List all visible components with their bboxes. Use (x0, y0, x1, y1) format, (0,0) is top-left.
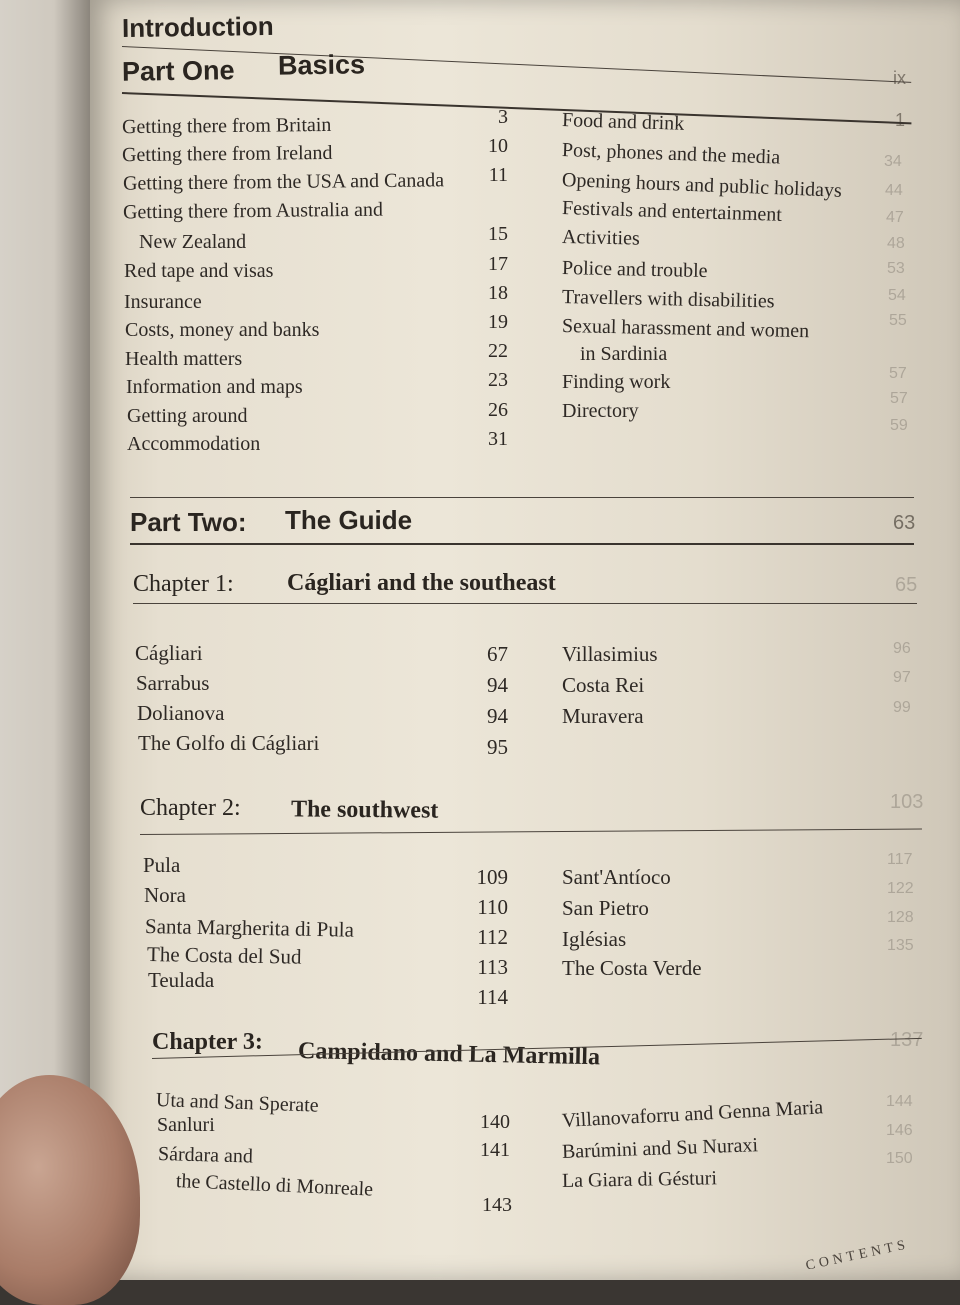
toc-item: in Sardinia (580, 343, 668, 365)
toc-item: Villanovaforru and Genna Maria (561, 1096, 824, 1132)
toc-item: Sárdara and (157, 1143, 254, 1168)
toc-page: 22 (488, 340, 508, 362)
part-two-label: Part Two: (130, 507, 247, 537)
toc-page-faint: 150 (886, 1150, 913, 1167)
toc-page-faint: 128 (887, 909, 914, 926)
toc-page-faint: 53 (887, 260, 905, 277)
chapter-2-title-text: The southwest (290, 796, 439, 824)
toc-item: Muravera (562, 704, 644, 728)
toc-item: Food and drink (561, 109, 685, 135)
toc-item: Getting there from the USA and Canada (122, 169, 445, 195)
toc-item: San Pietro (562, 896, 649, 920)
chapter-3-title-text: Campidano and La Marmilla (297, 1038, 601, 1071)
chapter-3-page: 137 (890, 1029, 924, 1051)
toc-page: 110 (477, 895, 508, 919)
toc-page-faint: 55 (889, 312, 907, 329)
toc-page: 143 (482, 1194, 512, 1216)
contents-footer: CONTENTS (804, 1237, 911, 1274)
toc-item: Pula (143, 853, 181, 877)
toc-page-faint: 96 (893, 640, 911, 657)
toc-item: Cágliari (135, 641, 203, 665)
toc-page: 113 (477, 955, 508, 979)
toc-page: 3 (498, 106, 508, 128)
toc-item: Iglésias (562, 927, 627, 951)
toc-item: Directory (562, 400, 639, 422)
toc-page: 95 (487, 735, 508, 759)
rule-chapter-1 (133, 603, 917, 604)
toc-page-faint: 59 (890, 417, 908, 434)
toc-item: Sant'Antíoco (562, 865, 671, 889)
chapter-1-label: Chapter 1: (133, 571, 234, 597)
toc-page-faint: 44 (885, 182, 903, 199)
part-one-page: 1 (895, 110, 906, 130)
toc-page: 109 (476, 865, 508, 889)
toc-item: The Costa Verde (562, 956, 702, 980)
toc-item: Travellers with disabilities (561, 286, 775, 313)
chapter-1-title-text: Cágliari and the southeast (287, 570, 556, 596)
toc-item: Accommodation (127, 433, 261, 455)
toc-item: New Zealand (139, 231, 247, 253)
chapter-1-title (287, 570, 556, 597)
rule-part-two-top (130, 497, 914, 498)
toc-page: 17 (488, 253, 508, 275)
toc-page: 23 (488, 369, 508, 391)
toc-item: Getting there from Ireland (121, 141, 333, 167)
toc-item: Post, phones and the media (561, 139, 781, 169)
chapter-1-page: 65 (895, 574, 918, 596)
toc-item: Activities (561, 226, 640, 250)
toc-item: Villasimius (562, 642, 658, 666)
toc-page-faint: 99 (893, 699, 911, 716)
toc-item: Opening hours and public holidays (561, 169, 843, 202)
toc-page: 94 (487, 673, 508, 697)
toc-item: The Costa del Sud (146, 942, 302, 969)
introduction-heading: Introduction (121, 10, 274, 44)
toc-page: 15 (488, 223, 508, 245)
toc-item: Teulada (148, 968, 215, 992)
toc-page-faint: 135 (887, 937, 914, 954)
toc-page-faint: 144 (886, 1093, 913, 1110)
toc-page: 18 (488, 282, 508, 304)
toc-page-faint: 48 (887, 235, 905, 252)
chapter-2-label: Chapter 2: (140, 795, 241, 821)
toc-page: 141 (480, 1139, 510, 1161)
toc-item: Uta and San Sperate (155, 1089, 320, 1117)
toc-page: 31 (488, 428, 508, 450)
chapter-1-heading (133, 571, 234, 598)
part-two-title: The Guide (285, 505, 413, 535)
toc-page: 114 (477, 985, 508, 1009)
toc-page: 140 (480, 1111, 510, 1133)
toc-item: Nora (144, 883, 186, 907)
toc-item: Getting there from Australia and (122, 198, 384, 224)
toc-item: La Giara di Gésturi (561, 1167, 718, 1192)
toc-item: Getting there from Britain (121, 113, 332, 139)
toc-page-faint: 146 (886, 1122, 913, 1139)
toc-page: 10 (488, 135, 508, 157)
toc-item: Santa Margherita di Pula (144, 914, 355, 942)
toc-item: Finding work (562, 371, 671, 393)
toc-page: 112 (477, 925, 508, 949)
toc-page-faint: 122 (887, 880, 914, 897)
toc-item: Police and trouble (561, 257, 708, 283)
toc-item: Barúmini and Su Nuraxi (561, 1134, 759, 1163)
chapter-3-heading (152, 1029, 263, 1056)
toc-item: the Castello di Monreale (175, 1170, 374, 1201)
toc-item: Sanluri (157, 1114, 215, 1136)
toc-item: Getting around (127, 405, 248, 427)
toc-page-faint: 34 (884, 153, 902, 170)
toc-page: 26 (488, 399, 508, 421)
toc-page-faint: 54 (888, 287, 906, 304)
toc-page: 67 (487, 642, 508, 666)
toc-page: 94 (487, 704, 508, 728)
toc-item: Dolianova (137, 701, 225, 725)
toc-page-faint: 57 (889, 365, 907, 382)
part-one-label: Part One (121, 55, 235, 87)
toc-page-faint: 47 (886, 209, 904, 226)
toc-item: Red tape and visas (124, 260, 274, 282)
part-one-title: Basics (277, 49, 366, 81)
introduction-page: ix (893, 68, 906, 88)
chapter-2-title (291, 796, 439, 824)
toc-page-faint: 97 (893, 669, 911, 686)
toc-item: Costa Rei (562, 673, 645, 697)
toc-page: 19 (488, 311, 508, 333)
toc-page-faint: 57 (890, 390, 908, 407)
part-two-page: 63 (893, 512, 916, 534)
toc-item: Costs, money and banks (125, 319, 320, 341)
toc-item: Insurance (124, 291, 202, 313)
rule-part-two (130, 543, 914, 545)
toc-item: Festivals and entertainment (561, 197, 783, 226)
toc-item: Health matters (125, 348, 243, 370)
chapter-2-page: 103 (890, 791, 924, 813)
chapter-3-label: Chapter 3: (152, 1029, 263, 1055)
chapter-2-heading (140, 795, 241, 822)
toc-page: 11 (488, 164, 508, 186)
toc-item: The Golfo di Cágliari (138, 731, 320, 755)
toc-item: Sexual harassment and women (561, 315, 810, 343)
toc-item: Sarrabus (136, 671, 210, 695)
toc-page-faint: 117 (887, 851, 913, 868)
toc-item: Information and maps (126, 376, 303, 398)
